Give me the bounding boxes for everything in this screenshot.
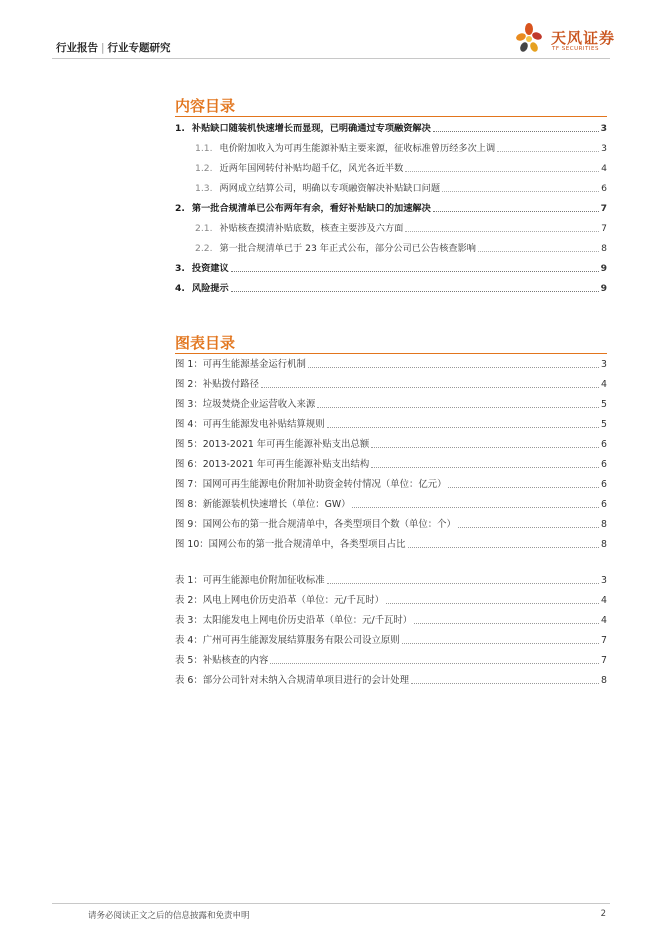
figure-item-title: 图 2：补贴拨付路径 xyxy=(175,379,259,390)
toc-item-page: 3 xyxy=(600,123,607,134)
header-separator: | xyxy=(101,42,105,54)
figure-item-leader-dots xyxy=(308,367,599,368)
toc-item-title: 第一批合规清单已公布两年有余，看好补贴缺口的加速解决 xyxy=(191,203,431,214)
toc-item[interactable] xyxy=(175,282,607,295)
figures-title: 图表目录 xyxy=(175,334,236,352)
table-item-page: 3 xyxy=(601,575,607,586)
figure-item-leader-dots xyxy=(261,387,599,388)
table-item-page: 8 xyxy=(601,675,607,686)
toc-item-page: 7 xyxy=(600,203,607,214)
toc-item[interactable] xyxy=(175,182,607,195)
figure-item-title: 图 9：国网公布的第一批合规清单中，各类型项目个数（单位：个） xyxy=(175,519,456,530)
figure-item-page: 6 xyxy=(601,479,607,490)
toc-title: 内容目录 xyxy=(175,97,236,115)
toc-item-title: 两网成立结算公司，明确以专项融资解决补贴缺口问题 xyxy=(219,183,441,194)
toc-item-page: 7 xyxy=(601,223,607,234)
figure-item[interactable] xyxy=(175,438,607,451)
table-item-page: 4 xyxy=(601,595,607,606)
table-item-leader-dots xyxy=(411,683,599,684)
figure-item[interactable] xyxy=(175,378,607,391)
report-subcategory: 行业专题研究 xyxy=(107,42,171,54)
toc-item[interactable] xyxy=(175,262,607,275)
figure-item[interactable] xyxy=(175,418,607,431)
toc-item-number: 1.2. xyxy=(195,163,213,174)
figure-item-leader-dots xyxy=(352,507,599,508)
figure-item-page: 6 xyxy=(601,499,607,510)
toc-item[interactable] xyxy=(175,122,607,135)
toc-leader-dots xyxy=(405,231,599,232)
toc-item-page: 3 xyxy=(601,143,607,154)
toc-item-title: 补贴缺口随装机快速增长而显现，已明确通过专项融资解决 xyxy=(191,123,431,134)
figure-item-page: 8 xyxy=(601,539,607,550)
toc-item-page: 4 xyxy=(601,163,607,174)
figure-item-leader-dots xyxy=(371,447,599,448)
toc-leader-dots xyxy=(478,251,599,252)
logo-name: 天风证券 xyxy=(551,29,616,47)
toc-leader-dots xyxy=(442,191,599,192)
figure-item-page: 4 xyxy=(601,379,607,390)
table-item-title: 表 3：太阳能发电上网电价历史沿革（单位：元/千瓦时） xyxy=(175,615,413,626)
toc-item[interactable] xyxy=(175,242,607,255)
figure-item-title: 图 1：可再生能源基金运行机制 xyxy=(175,359,306,370)
figure-item-title: 图 10：国网公布的第一批合规清单中，各类型项目占比 xyxy=(175,539,406,550)
toc-item-number: 3. xyxy=(175,263,185,274)
toc-title-underline xyxy=(175,116,607,117)
figure-item-leader-dots xyxy=(371,467,599,468)
table-item[interactable] xyxy=(175,594,607,607)
figure-item-title: 图 6：2013-2021 年可再生能源补贴支出结构 xyxy=(175,459,370,470)
figure-item-leader-dots xyxy=(458,527,599,528)
table-item-leader-dots xyxy=(402,643,599,644)
figures-title-underline xyxy=(175,353,607,354)
toc-item-number: 2. xyxy=(175,203,185,214)
figure-item-page: 6 xyxy=(601,439,607,450)
toc-item-number: 2.1. xyxy=(195,223,213,234)
table-item-leader-dots xyxy=(414,623,599,624)
toc-item-number: 4. xyxy=(175,283,185,294)
figure-item[interactable] xyxy=(175,478,607,491)
figure-item-leader-dots xyxy=(317,407,599,408)
figure-item-page: 6 xyxy=(601,459,607,470)
figure-item-title: 图 5：2013-2021 年可再生能源补贴支出总额 xyxy=(175,439,370,450)
toc-item-number: 1. xyxy=(175,123,185,134)
toc-leader-dots xyxy=(231,291,599,292)
table-item[interactable] xyxy=(175,634,607,647)
table-item-title: 表 5：补贴核查的内容 xyxy=(175,655,269,666)
table-item-leader-dots xyxy=(386,603,599,604)
table-item-title: 表 6：部分公司针对未纳入合规清单项目进行的会计处理 xyxy=(175,675,409,686)
table-item[interactable] xyxy=(175,654,607,667)
figure-item-leader-dots xyxy=(408,547,599,548)
logo-subtitle: TF SECURITIES xyxy=(552,46,599,52)
figure-item-page: 3 xyxy=(601,359,607,370)
report-category: 行业报告 xyxy=(56,42,98,54)
page-number: 2 xyxy=(600,909,606,919)
toc-item-title: 补贴核查摸清补贴底数，核查主要涉及六方面 xyxy=(219,223,404,234)
header-divider xyxy=(52,58,610,59)
figure-item-page: 5 xyxy=(601,419,607,430)
report-header xyxy=(56,40,171,55)
table-item-title: 表 4：广州可再生能源发展结算服务有限公司设立原则 xyxy=(175,635,400,646)
figure-item-page: 8 xyxy=(601,519,607,530)
table-item-page: 4 xyxy=(601,615,607,626)
toc-item-page: 6 xyxy=(601,183,607,194)
table-item-title: 表 2：风电上网电价历史沿革（单位：元/千瓦时） xyxy=(175,595,384,606)
table-item-page: 7 xyxy=(601,635,607,646)
toc-leader-dots xyxy=(433,131,599,132)
table-item-page: 7 xyxy=(601,655,607,666)
figure-item-title: 图 4：可再生能源发电补贴结算规则 xyxy=(175,419,325,430)
toc-item-title: 第一批合规清单已于 23 年正式公布，部分公司已公告核查影响 xyxy=(219,243,476,254)
figure-item-title: 图 7：国网可再生能源电价附加补助资金转付情况（单位：亿元） xyxy=(175,479,447,490)
toc-item-title: 电价附加收入为可再生能源补贴主要来源，征收标准曾历经多次上调 xyxy=(219,143,496,154)
toc-item-page: 8 xyxy=(601,243,607,254)
table-item-leader-dots xyxy=(270,663,599,664)
figure-item[interactable] xyxy=(175,518,607,531)
table-item-title: 表 1：可再生能源电价附加征收标准 xyxy=(175,575,325,586)
toc-item-number: 1.3. xyxy=(195,183,213,194)
toc-item-number: 1.1. xyxy=(195,143,213,154)
toc-item-title: 风险提示 xyxy=(191,283,229,294)
table-item[interactable] xyxy=(175,614,607,627)
toc-item-title: 近两年国网转付补贴均超千亿，风光各近半数 xyxy=(219,163,404,174)
figure-item[interactable] xyxy=(175,538,607,551)
figure-item[interactable] xyxy=(175,458,607,471)
footer-disclaimer: 请务必阅读正文之后的信息披露和免责申明 xyxy=(88,911,250,921)
toc-leader-dots xyxy=(497,151,599,152)
toc-item[interactable] xyxy=(175,142,607,155)
figure-item-title: 图 8：新能源装机快速增长（单位：GW） xyxy=(175,499,351,510)
figure-item[interactable] xyxy=(175,498,607,511)
toc-item-page: 9 xyxy=(600,263,607,274)
figure-item-page: 5 xyxy=(601,399,607,410)
figure-item-leader-dots xyxy=(327,427,599,428)
table-item[interactable] xyxy=(175,574,607,587)
toc-item[interactable] xyxy=(175,202,607,215)
toc-leader-dots xyxy=(405,171,599,172)
footer-divider xyxy=(52,903,610,904)
figure-item-title: 图 3：垃圾焚烧企业运营收入来源 xyxy=(175,399,316,410)
toc-item-title: 投资建议 xyxy=(191,263,229,274)
toc-item-number: 2.2. xyxy=(195,243,213,254)
toc-leader-dots xyxy=(433,211,599,212)
table-item-leader-dots xyxy=(327,583,599,584)
toc-item[interactable] xyxy=(175,222,607,235)
figure-item[interactable] xyxy=(175,398,607,411)
figure-item[interactable] xyxy=(175,358,607,371)
toc-leader-dots xyxy=(231,271,599,272)
toc-item[interactable] xyxy=(175,162,607,175)
figure-item-leader-dots xyxy=(448,487,599,488)
table-item[interactable] xyxy=(175,674,607,687)
flower-logo-icon xyxy=(515,22,551,56)
company-logo xyxy=(515,22,615,58)
toc-item-page: 9 xyxy=(600,283,607,294)
